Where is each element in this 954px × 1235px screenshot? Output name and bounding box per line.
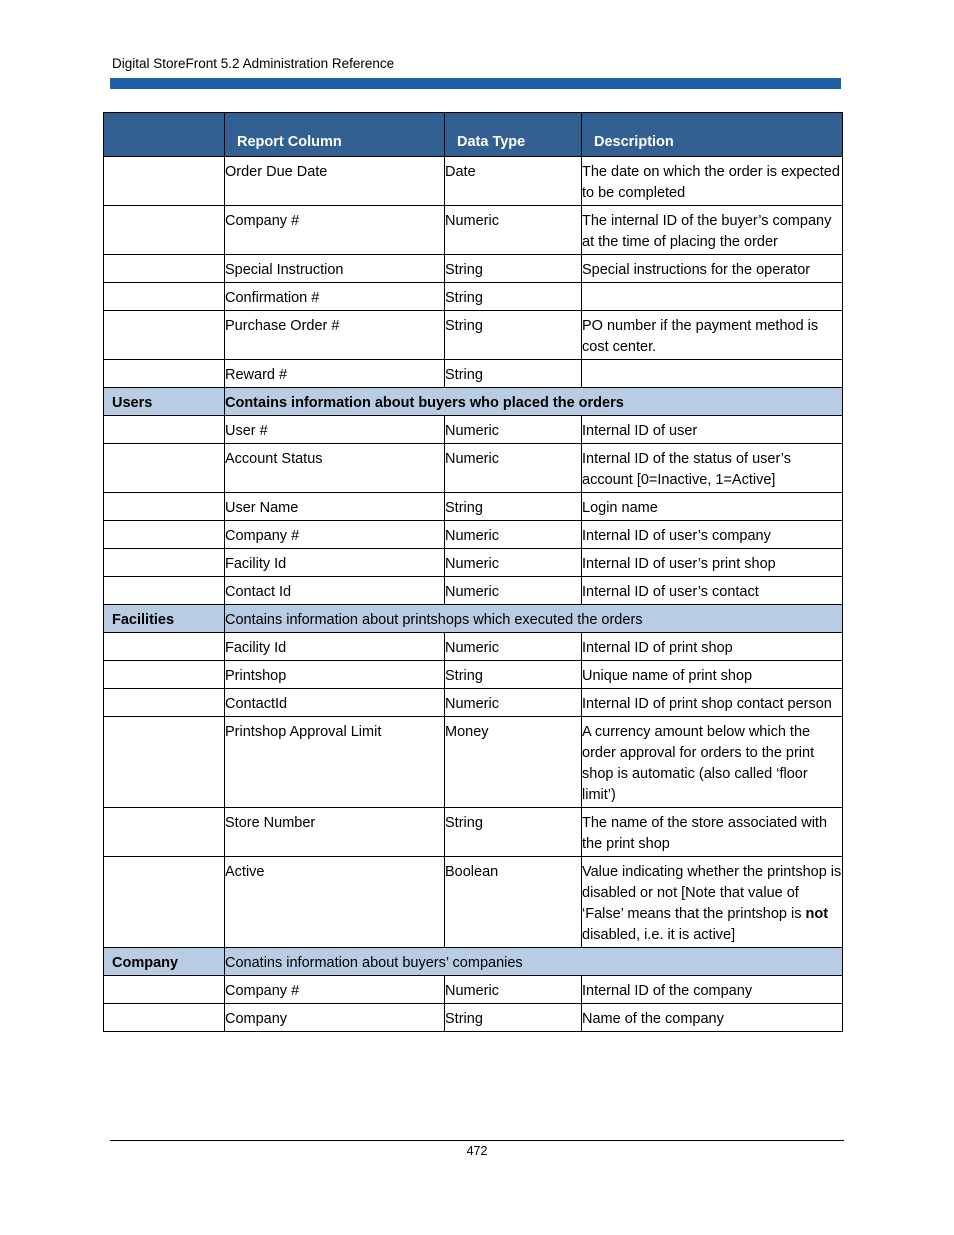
section-description: Contains information about buyers who placed the orders [225, 388, 843, 416]
section-description: Conatins information about buyers’ companies [225, 948, 843, 976]
report-columns-table [103, 112, 843, 1032]
section-description: Contains information about printshops which executed the orders [225, 605, 843, 633]
data-type-cell: Boolean [445, 857, 582, 948]
table-row [104, 416, 843, 444]
description-text: Value indicating whether the printshop is disabled or not [Note that value of ‘False’ means that the printshop is [582, 864, 842, 922]
data-type-cell: String [445, 255, 582, 283]
section-cell [104, 255, 225, 283]
report-column-cell: User # [225, 416, 445, 444]
description-cell: PO number if the payment method is cost center. [582, 311, 843, 360]
data-type-cell: Date [445, 157, 582, 206]
report-column-cell: Active [225, 857, 445, 948]
column-header-data-type: Data Type [445, 113, 582, 157]
column-header-report-column: Report Column [225, 113, 445, 157]
report-column-cell: Company [225, 1004, 445, 1032]
running-header: Digital StoreFront 5.2 Administration Reference [112, 56, 395, 71]
table-row [104, 283, 843, 311]
table-row [104, 311, 843, 360]
data-type-cell: Money [445, 717, 582, 808]
section-name: Company [104, 948, 225, 976]
report-column-cell: Contact Id [225, 577, 445, 605]
section-cell [104, 283, 225, 311]
report-column-cell: Printshop [225, 661, 445, 689]
description-cell: Login name [582, 493, 843, 521]
table-row [104, 661, 843, 689]
table-row [104, 157, 843, 206]
table-row [104, 521, 843, 549]
report-column-cell: Purchase Order # [225, 311, 445, 360]
description-cell [582, 857, 843, 948]
description-cell: The name of the store associated with the print shop [582, 808, 843, 857]
table-row [104, 206, 843, 255]
section-row-facilities [104, 605, 843, 633]
section-cell [104, 521, 225, 549]
report-column-cell: Store Number [225, 808, 445, 857]
section-cell [104, 633, 225, 661]
section-cell [104, 689, 225, 717]
section-cell [104, 157, 225, 206]
table-row [104, 717, 843, 808]
description-cell: Internal ID of print shop [582, 633, 843, 661]
table-row [104, 360, 843, 388]
section-cell [104, 857, 225, 948]
description-cell: Name of the company [582, 1004, 843, 1032]
data-type-cell: Numeric [445, 689, 582, 717]
section-cell [104, 717, 225, 808]
section-name: Users [104, 388, 225, 416]
report-column-cell: Company # [225, 206, 445, 255]
report-column-cell: Company # [225, 976, 445, 1004]
report-column-cell: Company # [225, 521, 445, 549]
description-text: disabled, i.e. it is active] [582, 927, 736, 943]
report-column-cell: Reward # [225, 360, 445, 388]
column-header-section [104, 113, 225, 157]
column-header-description: Description [582, 113, 843, 157]
description-cell [582, 360, 843, 388]
data-type-cell: Numeric [445, 416, 582, 444]
report-column-cell: Special Instruction [225, 255, 445, 283]
section-cell [104, 808, 225, 857]
data-type-cell: Numeric [445, 549, 582, 577]
description-cell: Special instructions for the operator [582, 255, 843, 283]
table-row [104, 808, 843, 857]
footer-rule [110, 1140, 844, 1141]
description-cell: Internal ID of user’s company [582, 521, 843, 549]
report-column-cell: Printshop Approval Limit [225, 717, 445, 808]
page-number: 472 [466, 1144, 488, 1158]
table-header-row [104, 113, 843, 157]
section-row-company [104, 948, 843, 976]
data-type-cell: String [445, 661, 582, 689]
table-row [104, 689, 843, 717]
report-column-cell: Facility Id [225, 633, 445, 661]
report-column-cell: Order Due Date [225, 157, 445, 206]
data-type-cell: String [445, 283, 582, 311]
data-type-cell: Numeric [445, 444, 582, 493]
description-cell: Internal ID of user [582, 416, 843, 444]
description-cell: The internal ID of the buyer’s company at the time of placing the order [582, 206, 843, 255]
report-column-cell: Facility Id [225, 549, 445, 577]
data-type-cell: String [445, 808, 582, 857]
section-cell [104, 549, 225, 577]
section-cell [104, 1004, 225, 1032]
section-cell [104, 360, 225, 388]
table-row [104, 976, 843, 1004]
table-row [104, 493, 843, 521]
table-row [104, 577, 843, 605]
report-column-cell: User Name [225, 493, 445, 521]
description-emphasis: not [805, 906, 829, 922]
section-cell [104, 416, 225, 444]
table-row [104, 857, 843, 948]
section-cell [104, 976, 225, 1004]
description-cell: Internal ID of the company [582, 976, 843, 1004]
description-cell: Unique name of print shop [582, 661, 843, 689]
description-cell: Internal ID of user’s contact [582, 577, 843, 605]
table-row [104, 633, 843, 661]
section-cell [104, 661, 225, 689]
data-type-cell: String [445, 493, 582, 521]
description-cell: A currency amount below which the order approval for orders to the print shop is automatic (also called ‘floor limit’) [582, 717, 843, 808]
data-type-cell: String [445, 360, 582, 388]
data-type-cell: Numeric [445, 577, 582, 605]
data-type-cell: Numeric [445, 206, 582, 255]
description-cell: Internal ID of print shop contact person [582, 689, 843, 717]
description-cell: Internal ID of the status of user’s account [0=Inactive, 1=Active] [582, 444, 843, 493]
section-cell [104, 206, 225, 255]
data-type-cell: Numeric [445, 976, 582, 1004]
description-cell: Internal ID of user’s print shop [582, 549, 843, 577]
report-column-cell: Account Status [225, 444, 445, 493]
table-row [104, 1004, 843, 1032]
report-column-cell: ContactId [225, 689, 445, 717]
section-name: Facilities [104, 605, 225, 633]
section-cell [104, 493, 225, 521]
header-accent-bar [110, 78, 841, 89]
description-cell: The date on which the order is expected to be completed [582, 157, 843, 206]
section-cell [104, 444, 225, 493]
section-row-users [104, 388, 843, 416]
data-type-cell: String [445, 1004, 582, 1032]
table-row [104, 549, 843, 577]
table-row [104, 255, 843, 283]
report-column-cell: Confirmation # [225, 283, 445, 311]
description-cell [582, 283, 843, 311]
data-type-cell: Numeric [445, 521, 582, 549]
section-cell [104, 577, 225, 605]
table-row [104, 444, 843, 493]
section-cell [104, 311, 225, 360]
data-type-cell: Numeric [445, 633, 582, 661]
data-type-cell: String [445, 311, 582, 360]
